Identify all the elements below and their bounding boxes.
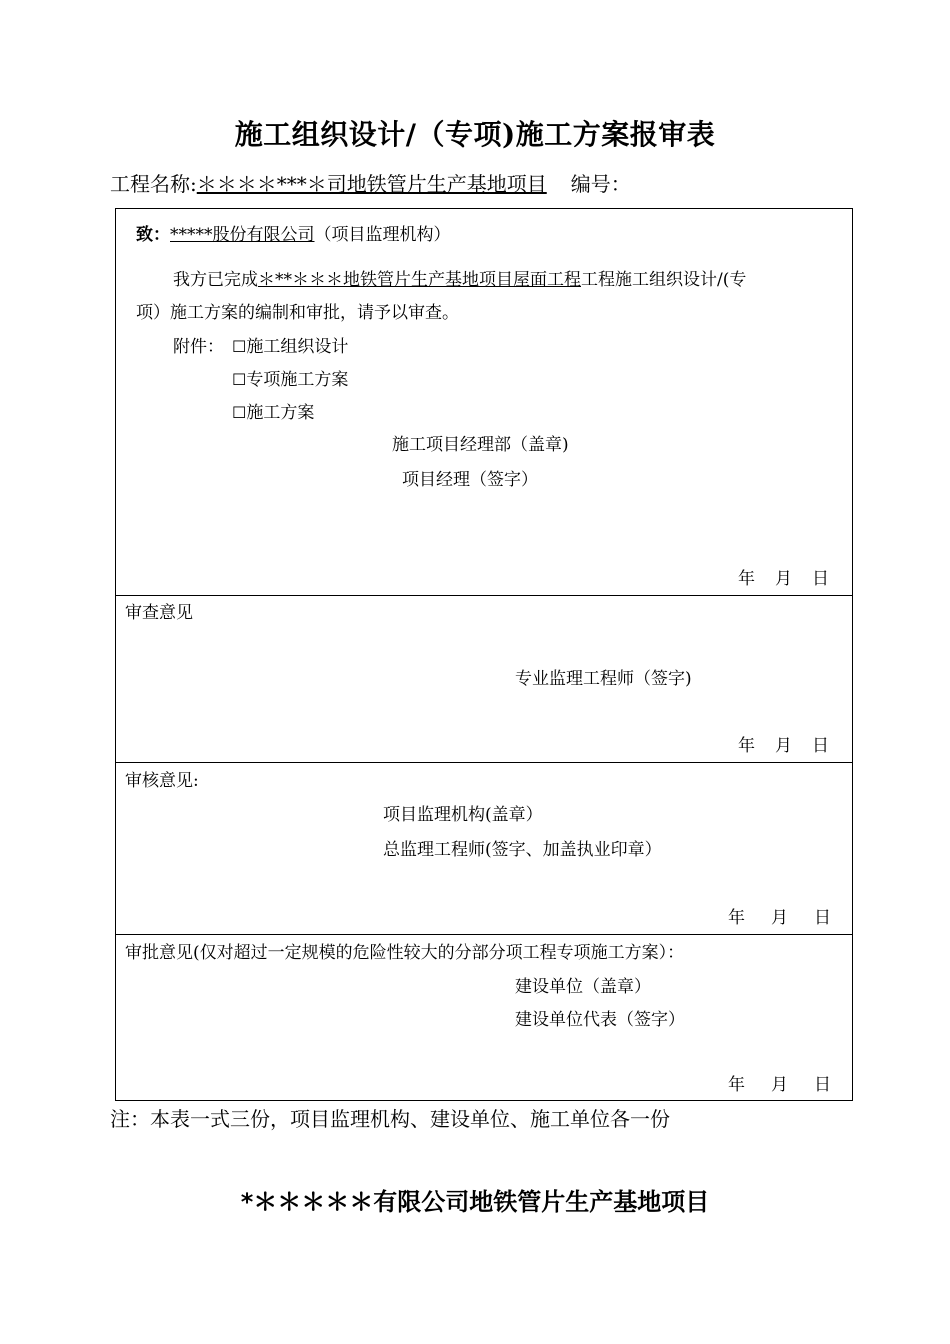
to-label: 致： <box>136 225 170 245</box>
owner-rep-sign-line: 建设单位代表（签字） <box>515 1010 685 1030</box>
date-line: 年 月 日 <box>738 736 829 756</box>
footer-company: *＊＊＊＊＊有限公司地铁管片生产基地项目 <box>240 1188 710 1216</box>
owner-seal-line: 建设单位（盖章） <box>515 977 651 997</box>
form-table <box>115 208 853 1101</box>
date-line: 年 月 日 <box>728 908 831 928</box>
project-manager-sign-line: 项目经理（签字） <box>402 470 538 490</box>
footnote: 注：本表一式三份，项目监理机构、建设单位、施工单位各一份 <box>110 1107 670 1131</box>
project-line <box>110 168 631 197</box>
row-divider <box>115 595 853 596</box>
body-project: ＊**＊＊＊地铁管片生产基地项目屋面工程 <box>258 270 581 290</box>
document-title: 施工组织设计/（专项)施工方案报审表 <box>234 118 716 151</box>
chief-engineer-sign-line: 总监理工程师(签字、加盖执业印章） <box>383 840 662 860</box>
approval-heading: 审批意见(仅对超过一定规模的危险性较大的分部分项工程专项施工方案）： <box>125 943 685 963</box>
engineer-sign-line: 专业监理工程师（签字) <box>515 669 692 689</box>
audit-heading: 审核意见: <box>125 771 199 791</box>
body-line-1: 我方已完成＊**＊＊＊地铁管片生产基地项目屋面工程工程施工组织设计/(专 <box>173 270 747 290</box>
project-number-label: 编号： <box>570 172 631 196</box>
body-line-2: 项）施工方案的编制和审批，请予以审查。 <box>136 303 459 323</box>
project-name-label: 工程名称: <box>110 172 197 196</box>
row-divider <box>115 762 853 763</box>
checkbox-icon[interactable]: ☐ <box>232 337 247 356</box>
attachment-item[interactable]: ☐专项施工方案 <box>232 370 349 390</box>
contractor-seal-line: 施工项目经理部（盖章) <box>392 435 569 455</box>
supervision-seal-line: 项目监理机构(盖章） <box>383 805 543 825</box>
attachments-label: 附件： <box>173 337 224 357</box>
checkbox-icon[interactable]: ☐ <box>232 370 247 389</box>
to-suffix: （项目监理机构） <box>314 225 451 245</box>
row-divider <box>115 934 853 935</box>
date-line: 年 月 日 <box>738 569 829 589</box>
date-line: 年 月 日 <box>728 1075 831 1095</box>
addressee-line <box>136 220 451 245</box>
review-heading: 审查意见 <box>125 603 193 623</box>
checkbox-icon[interactable]: ☐ <box>232 403 247 422</box>
to-value: *****股份有限公司 <box>170 225 315 245</box>
attachment-item[interactable]: ☐施工组织设计 <box>232 337 349 357</box>
project-name-value: ＊＊＊＊***＊司地铁管片生产基地项目 <box>196 172 547 196</box>
attachment-item[interactable]: ☐施工方案 <box>232 403 315 423</box>
